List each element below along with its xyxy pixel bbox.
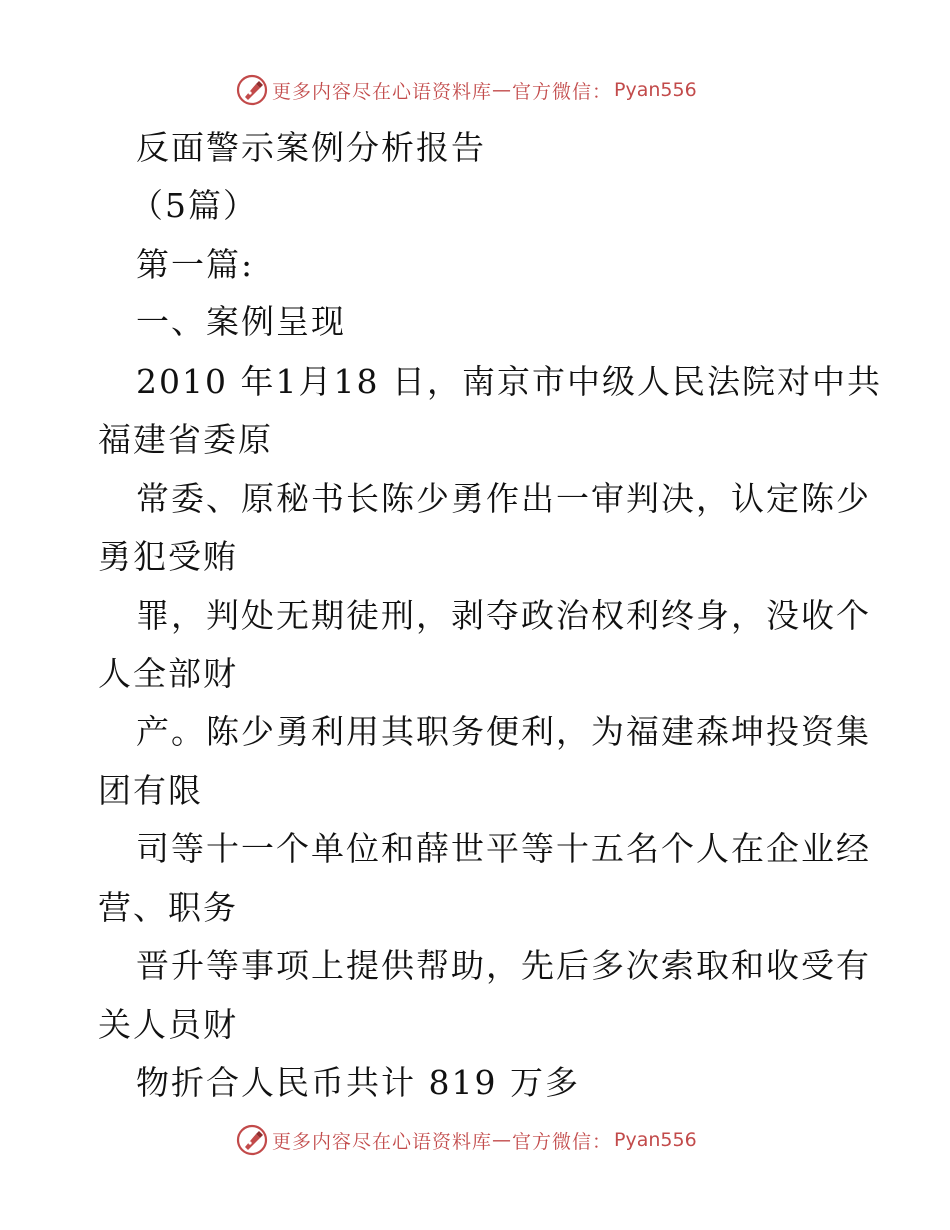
document-subtitle: （5篇） bbox=[130, 186, 258, 225]
watermark-wechat-label: 官方微信： bbox=[512, 80, 613, 103]
pen-logo-icon bbox=[236, 74, 268, 106]
body-line: 物折合人民币共计 819 万多 bbox=[136, 1063, 580, 1102]
body-line: 人全部财 bbox=[98, 654, 238, 693]
watermark-text: 更多内容尽在心语资料库 bbox=[272, 1130, 493, 1153]
body-line: 营、职务 bbox=[98, 888, 238, 927]
body-line: 勇犯受贿 bbox=[98, 537, 238, 576]
body-line: 常委、原秘书长陈少勇作出一审判决，认定陈少 bbox=[136, 479, 871, 518]
watermark-handle: Pyan556 bbox=[614, 79, 697, 101]
body-line: 团有限 bbox=[98, 771, 203, 810]
watermark-separator: — bbox=[492, 79, 513, 101]
watermark-handle: Pyan556 bbox=[614, 1129, 697, 1151]
section-heading: 一、案例呈现 bbox=[136, 302, 346, 341]
header-watermark bbox=[236, 73, 697, 107]
body-line: 晋升等事项上提供帮助，先后多次索取和收受有 bbox=[136, 946, 871, 985]
watermark-separator: — bbox=[492, 1129, 513, 1151]
watermark-wechat-label: 官方微信： bbox=[512, 1130, 613, 1153]
document-title: 反面警示案例分析报告 bbox=[136, 128, 486, 167]
body-line: 罪，判处无期徒刑，剥夺政治权利终身，没收个 bbox=[136, 596, 871, 635]
body-line: 2010 年1月18 日，南京市中级人民法院对中共 bbox=[136, 362, 882, 401]
body-line: 福建省委原 bbox=[98, 420, 273, 459]
footer-watermark bbox=[236, 1123, 697, 1157]
body-line: 司等十一个单位和薛世平等十五名个人在企业经 bbox=[136, 829, 871, 868]
pen-logo-icon bbox=[236, 1124, 268, 1156]
body-line: 关人员财 bbox=[98, 1005, 238, 1044]
watermark-text: 更多内容尽在心语资料库 bbox=[272, 80, 493, 103]
part-heading: 第一篇: bbox=[136, 245, 255, 284]
body-line: 产。陈少勇利用其职务便利，为福建森坤投资集 bbox=[136, 712, 871, 751]
